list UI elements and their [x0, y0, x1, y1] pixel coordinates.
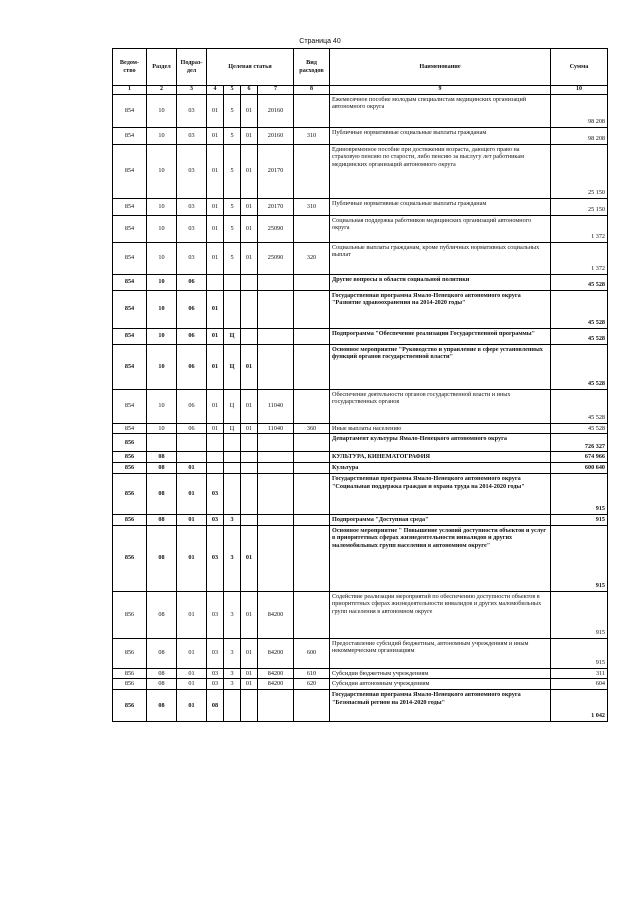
- podrazdel-cell: 01: [177, 690, 207, 722]
- table-row: [113, 94, 608, 127]
- direction-code-cell: 11040: [258, 389, 294, 423]
- expense-type-cell: 360: [294, 423, 330, 434]
- name-cell: Социальные выплаты гражданам, кроме публичных нормативных социальных выплат: [330, 242, 551, 274]
- name-cell: Подпрограмма "Доступная среда": [330, 514, 551, 525]
- event-code-cell: 01: [241, 344, 258, 389]
- table-row: [113, 344, 608, 389]
- vedomstvo-cell: 856: [113, 514, 147, 525]
- event-code-cell: [241, 274, 258, 290]
- razdel-cell: 10: [147, 389, 177, 423]
- subprogram-code-cell: [224, 452, 241, 463]
- table-row: [113, 198, 608, 215]
- event-code-cell: 01: [241, 679, 258, 690]
- expense-type-cell: [294, 290, 330, 328]
- name-cell: Публичные нормативные социальные выплаты гражданам: [330, 127, 551, 144]
- event-code-cell: 01: [241, 525, 258, 591]
- event-code-cell: 01: [241, 591, 258, 638]
- expense-type-cell: [294, 144, 330, 198]
- col-number: 6: [241, 86, 258, 95]
- podrazdel-cell: 06: [177, 389, 207, 423]
- vedomstvo-cell: 854: [113, 344, 147, 389]
- sum-cell: 45 528: [551, 290, 608, 328]
- table-row: [113, 525, 608, 591]
- expense-type-cell: [294, 328, 330, 344]
- event-code-cell: [241, 514, 258, 525]
- razdel-cell: 10: [147, 144, 177, 198]
- event-code-cell: 01: [241, 423, 258, 434]
- expense-type-cell: 620: [294, 679, 330, 690]
- event-code-cell: 01: [241, 668, 258, 679]
- vedomstvo-cell: 856: [113, 525, 147, 591]
- direction-code-cell: [258, 525, 294, 591]
- sum-cell: 915: [551, 525, 608, 591]
- sum-cell: 1 372: [551, 242, 608, 274]
- razdel-cell: 08: [147, 525, 177, 591]
- vedomstvo-cell: 856: [113, 452, 147, 463]
- table-row: [113, 328, 608, 344]
- sum-cell: 311: [551, 668, 608, 679]
- table-row: [113, 389, 608, 423]
- sum-cell: 45 528: [551, 274, 608, 290]
- vedomstvo-cell: 856: [113, 473, 147, 514]
- program-code-cell: [207, 452, 224, 463]
- podrazdel-cell: 06: [177, 344, 207, 389]
- podrazdel-cell: 01: [177, 525, 207, 591]
- direction-code-cell: 20160: [258, 94, 294, 127]
- expense-type-cell: [294, 473, 330, 514]
- razdel-cell: [147, 434, 177, 452]
- header-vedomstvo: Ведом-ство: [113, 49, 147, 86]
- vedomstvo-cell: 856: [113, 591, 147, 638]
- sum-cell: 45 528: [551, 389, 608, 423]
- program-code-cell: 01: [207, 290, 224, 328]
- name-cell: Субсидии бюджетным учреждениям: [330, 668, 551, 679]
- razdel-cell: 10: [147, 242, 177, 274]
- podrazdel-cell: 03: [177, 198, 207, 215]
- col-number: 7: [258, 86, 294, 95]
- header-podrazdel: Подраз-дел: [177, 49, 207, 86]
- table-row: [113, 514, 608, 525]
- podrazdel-cell: 03: [177, 94, 207, 127]
- expense-type-cell: [294, 344, 330, 389]
- event-code-cell: [241, 434, 258, 452]
- expense-type-cell: 310: [294, 198, 330, 215]
- program-code-cell: 03: [207, 525, 224, 591]
- vedomstvo-cell: 856: [113, 434, 147, 452]
- program-code-cell: 08: [207, 690, 224, 722]
- event-code-cell: [241, 452, 258, 463]
- table-row: [113, 452, 608, 463]
- col-number: 5: [224, 86, 241, 95]
- table-row: [113, 290, 608, 328]
- expense-type-cell: [294, 463, 330, 474]
- direction-code-cell: [258, 473, 294, 514]
- col-number: 4: [207, 86, 224, 95]
- name-cell: Иные выплаты населению: [330, 423, 551, 434]
- table-row: [113, 668, 608, 679]
- vedomstvo-cell: 854: [113, 290, 147, 328]
- program-code-cell: 03: [207, 679, 224, 690]
- table-row: [113, 423, 608, 434]
- name-cell: Подпрограмма "Обеспечение реализации Государственной программы": [330, 328, 551, 344]
- table-row: [113, 215, 608, 242]
- sum-cell: 45 528: [551, 344, 608, 389]
- razdel-cell: 10: [147, 198, 177, 215]
- table-row: [113, 591, 608, 638]
- name-cell: Департамент культуры Ямало-Ненецкого автономного округа: [330, 434, 551, 452]
- razdel-cell: 08: [147, 591, 177, 638]
- sum-cell: 45 528: [551, 328, 608, 344]
- podrazdel-cell: 01: [177, 638, 207, 668]
- razdel-cell: 10: [147, 328, 177, 344]
- vedomstvo-cell: 854: [113, 127, 147, 144]
- header-sum: Сумма: [551, 49, 608, 86]
- vedomstvo-cell: 856: [113, 463, 147, 474]
- razdel-cell: 08: [147, 514, 177, 525]
- sum-cell: 915: [551, 638, 608, 668]
- expense-type-cell: [294, 215, 330, 242]
- direction-code-cell: 20170: [258, 144, 294, 198]
- col-number: 8: [294, 86, 330, 95]
- program-code-cell: 03: [207, 638, 224, 668]
- expense-type-cell: 610: [294, 668, 330, 679]
- table-row: [113, 638, 608, 668]
- subprogram-code-cell: [224, 434, 241, 452]
- table-row: [113, 473, 608, 514]
- expense-type-cell: [294, 434, 330, 452]
- direction-code-cell: 20160: [258, 127, 294, 144]
- direction-code-cell: [258, 274, 294, 290]
- direction-code-cell: 20170: [258, 198, 294, 215]
- program-code-cell: 01: [207, 344, 224, 389]
- podrazdel-cell: 01: [177, 514, 207, 525]
- direction-code-cell: [258, 344, 294, 389]
- vedomstvo-cell: 854: [113, 423, 147, 434]
- razdel-cell: 10: [147, 274, 177, 290]
- budget-table: [112, 48, 608, 722]
- name-cell: Другие вопросы в области социальной политики: [330, 274, 551, 290]
- name-cell: Социальная поддержка работников медицинских организаций автономного округа: [330, 215, 551, 242]
- podrazdel-cell: 06: [177, 423, 207, 434]
- table-row: [113, 690, 608, 722]
- event-code-cell: 01: [241, 94, 258, 127]
- header-expense-type: Вид расходов: [294, 49, 330, 86]
- vedomstvo-cell: 854: [113, 389, 147, 423]
- podrazdel-cell: 03: [177, 144, 207, 198]
- program-code-cell: 01: [207, 423, 224, 434]
- sum-cell: 915: [551, 591, 608, 638]
- program-code-cell: 03: [207, 591, 224, 638]
- podrazdel-cell: 03: [177, 242, 207, 274]
- subprogram-code-cell: 5: [224, 94, 241, 127]
- sum-cell: 915: [551, 473, 608, 514]
- subprogram-code-cell: 5: [224, 242, 241, 274]
- podrazdel-cell: 01: [177, 591, 207, 638]
- razdel-cell: 08: [147, 452, 177, 463]
- name-cell: Единовременное пособие при достижении возраста, дающего право на страховую пенсию по старости, либо пенсию за выслугу лет работникам медицинских организаций автономного округа: [330, 144, 551, 198]
- vedomstvo-cell: 854: [113, 274, 147, 290]
- name-cell: Обеспечение деятельности органов государственной власти и иных государственных органов: [330, 389, 551, 423]
- table-row: [113, 144, 608, 198]
- direction-code-cell: [258, 690, 294, 722]
- razdel-cell: 08: [147, 679, 177, 690]
- event-code-cell: 01: [241, 242, 258, 274]
- expense-type-cell: [294, 274, 330, 290]
- program-code-cell: [207, 463, 224, 474]
- sum-cell: 98 208: [551, 127, 608, 144]
- subprogram-code-cell: 5: [224, 198, 241, 215]
- sum-cell: 604: [551, 679, 608, 690]
- direction-code-cell: [258, 463, 294, 474]
- event-code-cell: [241, 328, 258, 344]
- razdel-cell: 08: [147, 463, 177, 474]
- name-cell: Ежемесячное пособие молодым специалистам медицинских организаций автономного округа: [330, 94, 551, 127]
- program-code-cell: 03: [207, 514, 224, 525]
- sum-cell: 726 327: [551, 434, 608, 452]
- name-cell: Основное мероприятие " Повышение условий доступности объектов и услуг в приоритетных сферах жизнедеятельности инвалидов и других маломобильных групп населения в автономном округе": [330, 525, 551, 591]
- vedomstvo-cell: 854: [113, 215, 147, 242]
- razdel-cell: 10: [147, 423, 177, 434]
- program-code-cell: 01: [207, 144, 224, 198]
- subprogram-code-cell: 3: [224, 668, 241, 679]
- vedomstvo-cell: 856: [113, 638, 147, 668]
- direction-code-cell: 84200: [258, 668, 294, 679]
- program-code-cell: 03: [207, 473, 224, 514]
- page-number-label: Страница 40: [299, 38, 341, 45]
- subprogram-code-cell: 3: [224, 591, 241, 638]
- sum-cell: 1 042: [551, 690, 608, 722]
- expense-type-cell: [294, 452, 330, 463]
- table-row: [113, 274, 608, 290]
- sum-cell: 45 528: [551, 423, 608, 434]
- col-number: 2: [147, 86, 177, 95]
- direction-code-cell: 84200: [258, 638, 294, 668]
- expense-type-cell: 310: [294, 127, 330, 144]
- subprogram-code-cell: [224, 473, 241, 514]
- podrazdel-cell: 01: [177, 668, 207, 679]
- sum-cell: 600 640: [551, 463, 608, 474]
- direction-code-cell: 84200: [258, 679, 294, 690]
- col-number: 10: [551, 86, 608, 95]
- podrazdel-cell: 01: [177, 679, 207, 690]
- event-code-cell: 01: [241, 389, 258, 423]
- subprogram-code-cell: 3: [224, 525, 241, 591]
- podrazdel-cell: 06: [177, 328, 207, 344]
- subprogram-code-cell: Ц: [224, 344, 241, 389]
- vedomstvo-cell: 856: [113, 679, 147, 690]
- vedomstvo-cell: 856: [113, 690, 147, 722]
- program-code-cell: 01: [207, 389, 224, 423]
- subprogram-code-cell: [224, 690, 241, 722]
- direction-code-cell: 84200: [258, 591, 294, 638]
- event-code-cell: 01: [241, 198, 258, 215]
- direction-code-cell: 25090: [258, 215, 294, 242]
- header-row: [113, 49, 608, 86]
- subprogram-code-cell: 5: [224, 215, 241, 242]
- podrazdel-cell: 06: [177, 290, 207, 328]
- podrazdel-cell: 01: [177, 463, 207, 474]
- direction-code-cell: [258, 514, 294, 525]
- expense-type-cell: [294, 94, 330, 127]
- direction-code-cell: [258, 434, 294, 452]
- table-row: [113, 679, 608, 690]
- name-cell: Основное мероприятие "Руководство и управление в сфере установленных функций органов государственной власти": [330, 344, 551, 389]
- name-cell: Субсидии автономным учреждениям: [330, 679, 551, 690]
- subprogram-code-cell: 5: [224, 144, 241, 198]
- sum-cell: 25 150: [551, 198, 608, 215]
- event-code-cell: 01: [241, 215, 258, 242]
- vedomstvo-cell: 854: [113, 242, 147, 274]
- vedomstvo-cell: 854: [113, 198, 147, 215]
- podrazdel-cell: 03: [177, 127, 207, 144]
- podrazdel-cell: 01: [177, 473, 207, 514]
- col-number: 3: [177, 86, 207, 95]
- expense-type-cell: [294, 514, 330, 525]
- razdel-cell: 08: [147, 690, 177, 722]
- vedomstvo-cell: 854: [113, 144, 147, 198]
- expense-type-cell: [294, 389, 330, 423]
- program-code-cell: 01: [207, 127, 224, 144]
- razdel-cell: 08: [147, 473, 177, 514]
- name-cell: Публичные нормативные социальные выплаты гражданам: [330, 198, 551, 215]
- direction-code-cell: 25090: [258, 242, 294, 274]
- program-code-cell: 01: [207, 242, 224, 274]
- program-code-cell: 01: [207, 94, 224, 127]
- expense-type-cell: 600: [294, 638, 330, 668]
- program-code-cell: 03: [207, 668, 224, 679]
- program-code-cell: 01: [207, 215, 224, 242]
- razdel-cell: 10: [147, 94, 177, 127]
- header-name: Наименование: [330, 49, 551, 86]
- direction-code-cell: [258, 328, 294, 344]
- event-code-cell: [241, 290, 258, 328]
- column-number-row: [113, 86, 608, 95]
- table-row: [113, 242, 608, 274]
- subprogram-code-cell: Ц: [224, 423, 241, 434]
- razdel-cell: 10: [147, 344, 177, 389]
- subprogram-code-cell: [224, 274, 241, 290]
- table-row: [113, 127, 608, 144]
- sum-cell: 915: [551, 514, 608, 525]
- name-cell: Содействие реализации мероприятий по обеспечению доступности объектов в приоритетных сферах жизнедеятельности инвалидов и других маломобильных групп населения в автономном округе: [330, 591, 551, 638]
- expense-type-cell: 320: [294, 242, 330, 274]
- subprogram-code-cell: 5: [224, 127, 241, 144]
- sum-cell: 25 150: [551, 144, 608, 198]
- expense-type-cell: [294, 525, 330, 591]
- podrazdel-cell: 03: [177, 215, 207, 242]
- event-code-cell: [241, 463, 258, 474]
- subprogram-code-cell: 3: [224, 679, 241, 690]
- razdel-cell: 10: [147, 215, 177, 242]
- program-code-cell: [207, 434, 224, 452]
- direction-code-cell: [258, 452, 294, 463]
- name-cell: КУЛЬТУРА, КИНЕМАТОГРАФИЯ: [330, 452, 551, 463]
- sum-cell: 1 372: [551, 215, 608, 242]
- name-cell: Государственная программа Ямало-Ненецкого автономного округа "Социальная поддержка граждан и охрана труда на 2014-2020 годы": [330, 473, 551, 514]
- event-code-cell: [241, 473, 258, 514]
- direction-code-cell: 11040: [258, 423, 294, 434]
- podrazdel-cell: [177, 452, 207, 463]
- header-razdel: Раздел: [147, 49, 177, 86]
- table-row: [113, 434, 608, 452]
- table-row: [113, 463, 608, 474]
- subprogram-code-cell: 3: [224, 514, 241, 525]
- event-code-cell: 01: [241, 638, 258, 668]
- razdel-cell: 08: [147, 638, 177, 668]
- expense-type-cell: [294, 591, 330, 638]
- name-cell: Государственная программа Ямало-Ненецкого автономного округа "Безопасный регион на 2014-2020 годы": [330, 690, 551, 722]
- col-number: 9: [330, 86, 551, 95]
- program-code-cell: 01: [207, 328, 224, 344]
- razdel-cell: 08: [147, 668, 177, 679]
- podrazdel-cell: [177, 434, 207, 452]
- name-cell: Культура: [330, 463, 551, 474]
- sum-cell: 674 966: [551, 452, 608, 463]
- name-cell: Предоставление субсидий бюджетным, автономным учреждениям и иным некоммерческим организациям: [330, 638, 551, 668]
- program-code-cell: 01: [207, 198, 224, 215]
- subprogram-code-cell: Ц: [224, 389, 241, 423]
- subprogram-code-cell: Ц: [224, 328, 241, 344]
- subprogram-code-cell: [224, 463, 241, 474]
- vedomstvo-cell: 854: [113, 328, 147, 344]
- name-cell: Государственная программа Ямало-Ненецкого автономного округа "Развитие здравоохранения на 2014-2020 годы": [330, 290, 551, 328]
- event-code-cell: 01: [241, 144, 258, 198]
- program-code-cell: [207, 274, 224, 290]
- podrazdel-cell: 06: [177, 274, 207, 290]
- vedomstvo-cell: 854: [113, 94, 147, 127]
- razdel-cell: 10: [147, 127, 177, 144]
- vedomstvo-cell: 856: [113, 668, 147, 679]
- col-number: 1: [113, 86, 147, 95]
- razdel-cell: 10: [147, 290, 177, 328]
- event-code-cell: 01: [241, 127, 258, 144]
- expense-type-cell: [294, 690, 330, 722]
- header-target-article: Целевая статья: [207, 49, 294, 86]
- direction-code-cell: [258, 290, 294, 328]
- subprogram-code-cell: [224, 290, 241, 328]
- sum-cell: 98 208: [551, 94, 608, 127]
- event-code-cell: [241, 690, 258, 722]
- subprogram-code-cell: 3: [224, 638, 241, 668]
